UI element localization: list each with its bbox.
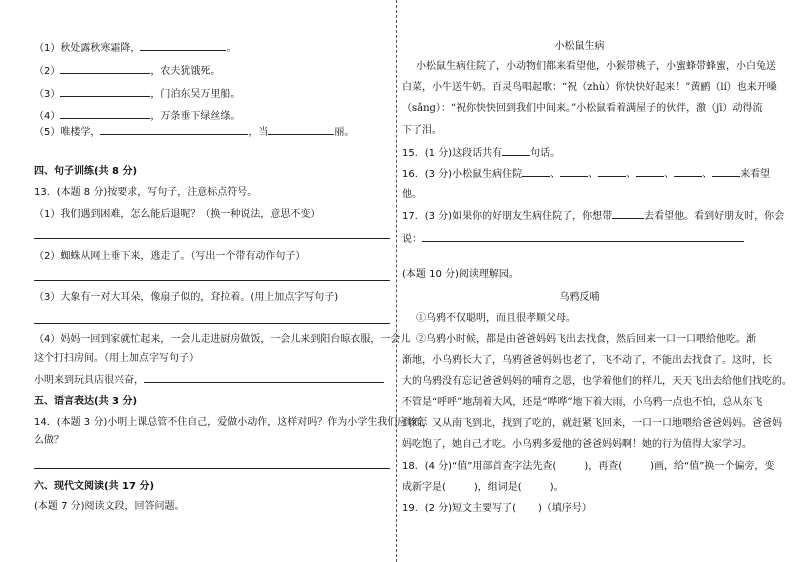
question-5 — [34, 125, 354, 140]
question-text: )（填序号） — [537, 503, 592, 514]
question-16-cont: 他。 — [402, 189, 422, 200]
question-text: 去看望他。看到好朋友时，你会 — [644, 211, 785, 222]
question-text: 来看望 — [740, 169, 771, 180]
question-14: 14．(本题 3 分)小明上课总管不住自己，爱做小动作，这样对吗？作为小学生我们应该怎 — [34, 417, 428, 428]
question-text: 唯楼学， — [60, 127, 101, 138]
question-text: 16．(3 分)小松鼠生病住院 — [402, 169, 523, 180]
section-title: 四、句子训练(共 8 分) — [34, 166, 138, 177]
answer-blank[interactable] — [100, 125, 182, 135]
passage-title: 小松鼠生病 — [554, 41, 605, 52]
question-text: )，组词是( — [473, 482, 522, 493]
item-number: （2） — [34, 66, 61, 77]
answer-blank[interactable] — [598, 167, 626, 177]
question-18-cont — [402, 481, 564, 495]
passage-line: 渐地，小乌鸦长大了，乌鸦爸爸妈妈也老了，飞不动了，不能出去找食了。这时，长 — [402, 355, 772, 366]
answer-blank[interactable] — [422, 232, 744, 242]
passage-line: 白菜，小牛送牛奶。百灵鸟唱起歌：“祝（zhù）你快快好起来！”黄鹂（lí）也来开嗓 — [402, 82, 777, 93]
passage-line: ②乌鸦小时候，都是由爸爸妈妈飞出去找食，然后回来一口一口喂给他吃。渐 — [416, 334, 756, 345]
question-text: )画，给“值”换一个偏旁，变 — [650, 461, 775, 472]
question-14-cont: 么做？ — [34, 435, 64, 446]
question-text: ，门泊东吴万里船。 — [150, 89, 241, 100]
answer-blank[interactable] — [522, 167, 550, 177]
question-text: 丽。 — [334, 127, 355, 138]
question-13-1: （1）我们遇到困难，怎么能后退呢？（换一种说法，意思不变） — [34, 209, 321, 220]
question-13-2: （2）蜘蛛从网上垂下来，逃走了。（写出一个带有动作句子） — [34, 251, 306, 262]
question-text: 秋处露秋寒霜降， — [60, 43, 141, 54]
passage-line: 妈吃饱了，她自己才吃。小乌鸦多爱他的爸爸妈妈啊！她的行为值得大家学习。 — [402, 439, 752, 450]
section-title: 五、语言表达(共 3 分) — [34, 396, 138, 407]
question-2 — [34, 64, 220, 79]
question-text: 成新字是( — [402, 482, 446, 493]
question-13-3: （3）大象有一对大耳朵，像扇子似的，耷拉着。(用上加点字写句子) — [34, 292, 339, 303]
answer-blank[interactable] — [502, 146, 530, 156]
answer-blank[interactable] — [144, 373, 384, 383]
question-text: 说： — [402, 234, 422, 245]
passage-title: 乌鸦反哺 — [559, 292, 600, 303]
question-1 — [34, 41, 236, 56]
sentence-start: 小明来到玩具店很兴奋， — [34, 375, 144, 386]
question-text: 15．(1 分)这段话共有 — [402, 148, 503, 159]
question-15 — [402, 146, 560, 161]
answer-blank[interactable] — [636, 167, 664, 177]
item-number: （1） — [34, 43, 61, 54]
question-text: )。 — [549, 482, 564, 493]
question-17-cont — [402, 232, 744, 247]
question-text: ，农夫犹饿死。 — [150, 66, 221, 77]
question-13-4-cont: 这个打扫房间。（用上加点字写句子） — [34, 353, 199, 364]
question-text: 18．(4 分)“值”用部首查字法先查( — [402, 461, 557, 472]
section-title: 六、现代文阅读(共 17 分) — [34, 481, 155, 492]
reading-instruction: (本题 10 分)阅读理解园。 — [402, 269, 519, 280]
passage-line: （sǎng）：“祝你快快回到我们中间来。”小松鼠看着满屋子的伙伴，激（jī）动得流 — [402, 103, 763, 114]
answer-line[interactable] — [34, 468, 390, 469]
question-text: ，当 — [248, 127, 269, 138]
question-18 — [402, 460, 774, 474]
answer-blank[interactable] — [560, 167, 588, 177]
item-number: （5） — [34, 127, 61, 138]
item-number: （4） — [34, 111, 61, 122]
question-17 — [402, 209, 784, 224]
question-text: ，万条垂下绿丝绦。 — [150, 111, 241, 122]
answer-blank[interactable] — [712, 167, 740, 177]
reading-instruction: (本题 7 分)阅读文段，回答问题。 — [34, 501, 185, 512]
answer-blank[interactable] — [268, 125, 334, 135]
question-text: 19．(2 分)短文主要写了( — [402, 503, 516, 514]
answer-blank[interactable] — [182, 125, 248, 135]
answer-line[interactable] — [34, 238, 390, 239]
passage-line: ①乌鸦不仅聪明，而且很孝顺父母。 — [416, 313, 576, 324]
question-16: 16．(3 分)小松鼠生病住院 、 、 、 、 、 来看望 — [402, 169, 771, 180]
answer-blank[interactable] — [612, 209, 644, 219]
question-end: 。 — [226, 43, 237, 54]
question-13-4-answer — [34, 373, 384, 388]
question-text: 句话。 — [530, 148, 561, 159]
passage-line: 不管是“呼呼”地刮着大风，还是“哗哗”地下着大雨，小乌鸦一点也不怕，总从东飞 — [402, 397, 763, 408]
passage-line: 小松鼠生病住院了，小动物们都来看望他，小猴带桃子，小蜜蜂带蜂蜜，小白兔送 — [416, 61, 776, 72]
answer-blank[interactable] — [674, 167, 702, 177]
question-text: )，再查( — [584, 461, 623, 472]
item-number: （3） — [34, 89, 61, 100]
question-19 — [402, 502, 592, 516]
passage-line: 大的乌鸦没有忘记爸爸妈妈的哺育之恩，也学着他们的样儿，天天飞出去给他们找吃的。 — [402, 376, 792, 387]
answer-line[interactable] — [34, 323, 390, 324]
question-13-4: （4）妈妈一回到家就忙起来，一会儿走进厨房做饭，一会儿来到阳台晾衣服，一会儿 — [34, 334, 411, 345]
answer-blank[interactable] — [60, 109, 150, 119]
question-4 — [34, 109, 240, 124]
question-3 — [34, 87, 240, 102]
question-13: 13．(本题 8 分)按要求，写句子，注意标点符号。 — [34, 187, 258, 198]
column-divider — [396, 0, 397, 562]
answer-blank[interactable] — [140, 41, 226, 51]
answer-blank[interactable] — [60, 87, 150, 97]
answer-line[interactable] — [34, 280, 390, 281]
question-text: 17．(3 分)如果你的好朋友生病住院了，你想带 — [402, 211, 613, 222]
passage-line: 下了泪。 — [402, 125, 442, 136]
passage-line: 到西，又从南飞到北，找到了吃的，就赶紧飞回来，一口一口地喂给爸爸妈妈。爸爸妈 — [402, 418, 782, 429]
answer-blank[interactable] — [60, 64, 150, 74]
